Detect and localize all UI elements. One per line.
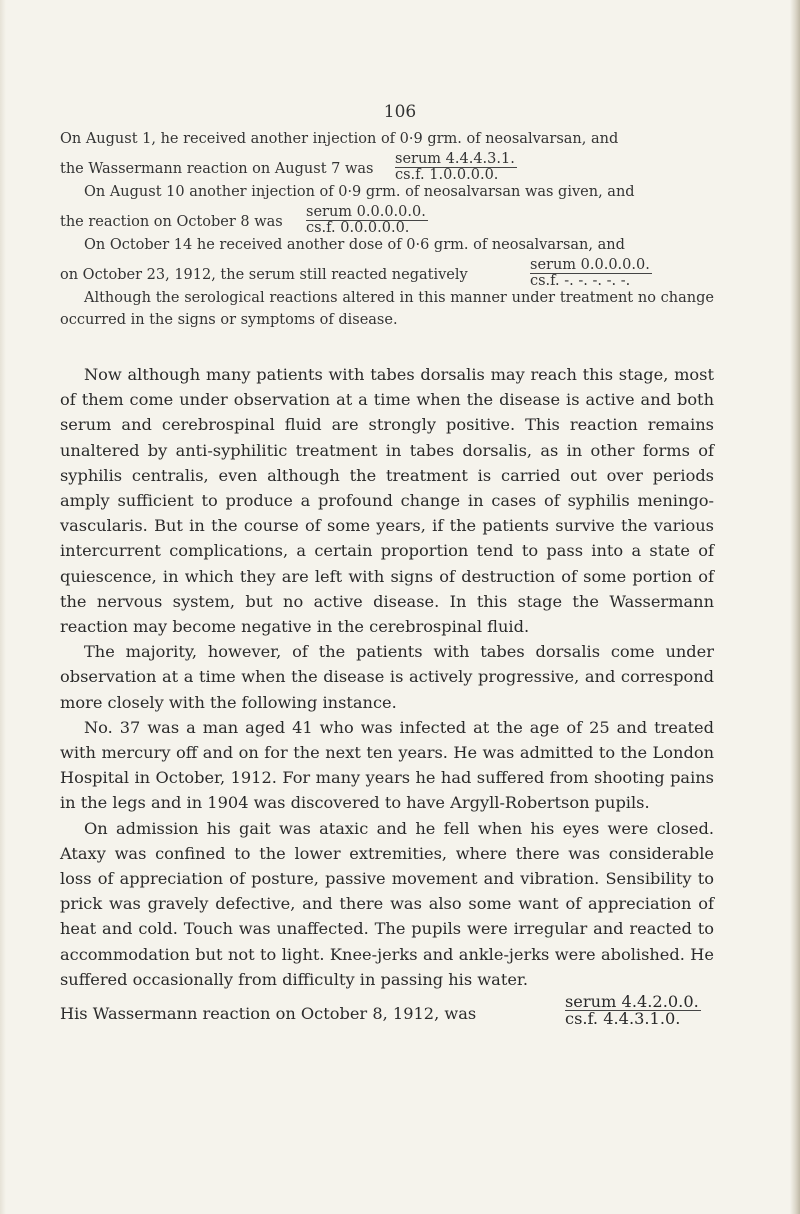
paragraph: Although the serological reactions altered in this manner under treatment no change occurred in the signs or symptoms of disease. xyxy=(60,290,714,328)
reaction-fraction xyxy=(306,205,428,236)
formula-text: His Wassermann reaction on October 8, 1912, was xyxy=(60,1004,477,1024)
formula-text: the Wassermann reaction on August 7 was xyxy=(60,161,374,177)
reaction-fraction xyxy=(395,152,517,183)
formula-line xyxy=(60,203,714,236)
body-text xyxy=(60,362,714,1029)
small-type-section xyxy=(60,128,714,331)
formula-line xyxy=(60,150,714,183)
reaction-fraction xyxy=(530,258,652,289)
formula-text: the reaction on October 8 was xyxy=(60,214,283,230)
fraction-denominator: cs.f. 1.0.0.0.0. xyxy=(395,167,499,183)
paragraph: On October 14 he received another dose of 0·6 grm. of neosalvarsan, and xyxy=(84,237,625,253)
fraction-denominator: cs.f. 0.0.0.0.0. xyxy=(306,220,410,236)
page-number: 106 xyxy=(383,102,417,122)
paragraph: On August 10 another injection of 0·9 grm. of neosalvarsan was given, and xyxy=(84,184,635,200)
formula-text: on October 23, 1912, the serum still reacted negatively xyxy=(60,267,468,283)
paragraph: On August 1, he received another injection of 0·9 grm. of neosalvarsan, and xyxy=(60,131,619,147)
paragraph: On admission his gait was ataxic and he fell when his eyes were closed. Ataxy was confined to the lower extremities, where there was considerable loss of appreciation of posture, passive movement and vibration. Sensibility to prick was gravely defective, and there was also some want of appreciation of heat and cold. Touch was unaffected. The pupils were irregular and reacted to accommodation but not to light. Knee-jerks and ankle-jerks were abolished. He suffered occasionally from difficulty in passing his water. xyxy=(60,818,714,989)
page-edge-right xyxy=(790,0,800,1214)
fraction-denominator: cs.f. -. -. -. -. -. xyxy=(530,273,631,289)
fraction-denominator: cs.f. 4.4.3.1.0. xyxy=(565,1009,681,1029)
formula-line xyxy=(60,256,714,289)
paragraph: No. 37 was a man aged 41 who was infected at the age of 25 and treated with mercury off and on for the next ten years. He was admitted to the London Hospital in October, 1912. For many years he had suffered from shooting pains in the legs and in 1904 was discovered to have Argyll-Robertson pupils. xyxy=(60,717,714,813)
fraction-numerator: serum 4.4.4.3.1. xyxy=(395,151,515,167)
page-edge-left xyxy=(0,0,6,1214)
fraction-numerator: serum 4.4.2.0.0. xyxy=(565,992,699,1012)
fraction-numerator: serum 0.0.0.0.0. xyxy=(530,257,650,273)
paragraph: The majority, however, of the patients with tabes dorsalis come under observation at a time when the disease is actively progressive, and correspond more closely with the following instance. xyxy=(60,642,714,712)
reaction-fraction xyxy=(565,994,701,1027)
fraction-numerator: serum 0.0.0.0.0. xyxy=(306,204,426,220)
formula-line xyxy=(60,992,714,1029)
paragraph: Now although many patients with tabes dorsalis may reach this stage, most of them come under observation at a time when the disease is active and both serum and cerebrospinal fluid are strongly positive. This reaction remains unaltered by anti-syphilitic treatment in tabes dorsalis, as in other forms of syphilis centralis, even although the treatment is carried out over periods amply sufficient to produce a profound change in cases of syphilis meningo-vascularis. But in the course of some years, if the patients survive the various intercurrent complications, a certain proportion tend to pass into a state of quiescence, in which they are left with signs of destruction of some portion of the nervous system, but no active disease. In this stage the Wassermann reaction may become negative in the cerebrospinal fluid. xyxy=(60,365,714,637)
